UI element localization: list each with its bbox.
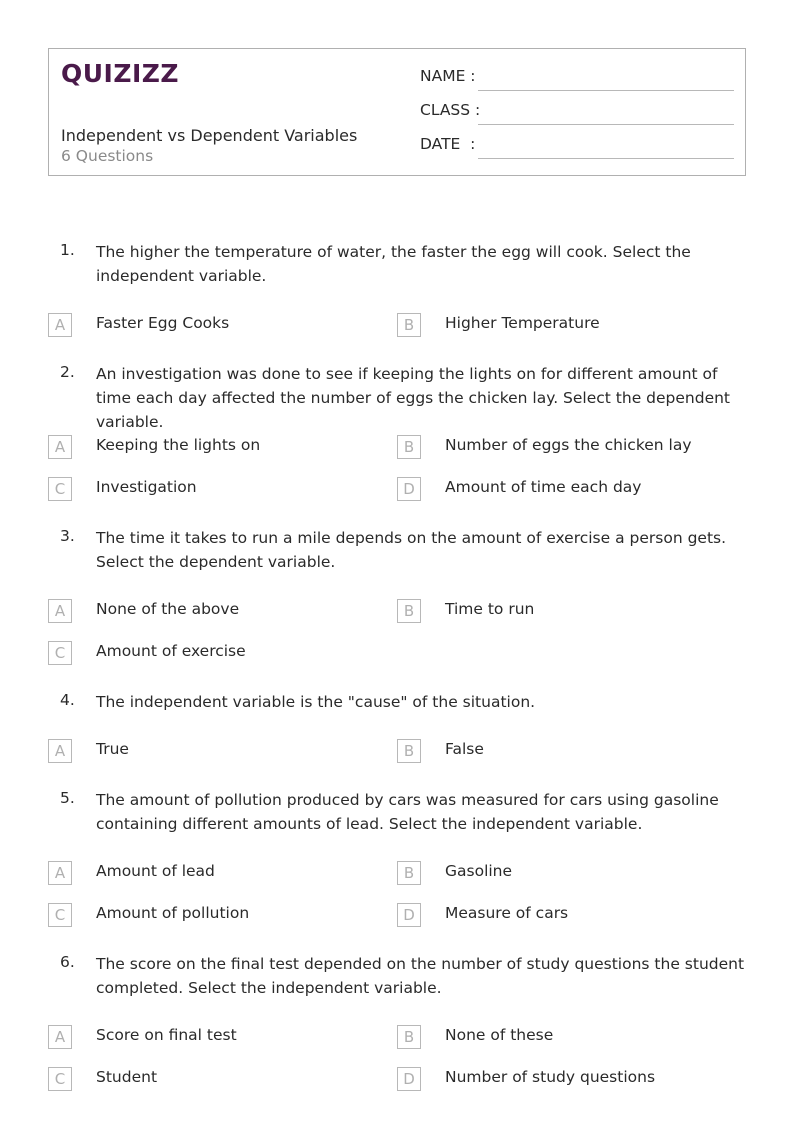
option-letter-box: D <box>397 903 421 927</box>
option-letter-box: C <box>48 903 72 927</box>
question-4-text: The independent variable is the "cause" of the situation. <box>96 693 536 711</box>
option-letter-box: D <box>397 477 421 501</box>
class-line <box>478 124 734 125</box>
option-letter-box: C <box>48 641 72 665</box>
question-3-number: 3. <box>60 527 75 545</box>
option-text: None of the above <box>96 600 240 618</box>
option-letter-box: B <box>397 313 421 337</box>
option-letter-box: B <box>397 435 421 459</box>
question-4-number: 4. <box>60 691 75 709</box>
question-5-number: 5. <box>60 789 75 807</box>
quizizz-logo: QUIZIZZ <box>61 59 180 88</box>
option-text: None of these <box>445 1026 554 1044</box>
option-text: Keeping the lights on <box>96 436 261 454</box>
option-letter-box: A <box>48 435 72 459</box>
option-text: Measure of cars <box>445 904 569 922</box>
option-letter-box: A <box>48 313 72 337</box>
option-letter-box: B <box>397 861 421 885</box>
class-label: CLASS : <box>420 101 481 119</box>
option-text: Number of study questions <box>445 1068 656 1086</box>
question-6-number: 6. <box>60 953 75 971</box>
question-5-text: The amount of pollution produced by cars was measured for cars using gasoline containing different amounts of lead. Select the independent variable. <box>96 791 719 833</box>
date-label: DATE : <box>420 135 476 153</box>
option-text: Amount of lead <box>96 862 215 880</box>
option-text: False <box>445 740 484 758</box>
name-line <box>478 90 734 91</box>
name-field[interactable] <box>420 67 734 91</box>
option-letter-box: D <box>397 1067 421 1091</box>
option-text: Student <box>96 1068 158 1086</box>
option-letter-box: B <box>397 599 421 623</box>
question-2-number: 2. <box>60 363 75 381</box>
question-1-text: The higher the temperature of water, the faster the egg will cook. Select the independent variable. <box>96 243 691 285</box>
option-text: Amount of pollution <box>96 904 250 922</box>
option-letter-box: B <box>397 739 421 763</box>
name-label: NAME : <box>420 67 476 85</box>
option-text: Investigation <box>96 478 197 496</box>
option-text: True <box>96 740 129 758</box>
class-field[interactable] <box>420 101 734 125</box>
option-letter-box: A <box>48 599 72 623</box>
date-field[interactable] <box>420 135 734 159</box>
option-text: Amount of exercise <box>96 642 246 660</box>
option-letter-box: C <box>48 477 72 501</box>
option-text: Higher Temperature <box>445 314 600 332</box>
option-letter-box: B <box>397 1025 421 1049</box>
option-letter-box: C <box>48 1067 72 1091</box>
date-line <box>478 158 734 159</box>
question-1-number: 1. <box>60 241 75 259</box>
question-3-text: The time it takes to run a mile depends on the amount of exercise a person gets. Select the dependent variable. <box>96 529 727 571</box>
option-text: Number of eggs the chicken lay <box>445 436 692 454</box>
option-letter-box: A <box>48 861 72 885</box>
question-2-text: An investigation was done to see if keeping the lights on for different amount of time each day affected the number of eggs the chicken lay. Select the dependent variable. <box>96 365 731 431</box>
option-text: Time to run <box>445 600 535 618</box>
option-text: Faster Egg Cooks <box>96 314 230 332</box>
question-6-text: The score on the final test depended on the number of study questions the student completed. Select the independent variable. <box>96 955 745 997</box>
option-text: Amount of time each day <box>445 478 642 496</box>
option-text: Score on final test <box>96 1026 237 1044</box>
option-letter-box: A <box>48 1025 72 1049</box>
option-text: Gasoline <box>445 862 513 880</box>
option-letter-box: A <box>48 739 72 763</box>
question-count: 6 Questions <box>61 147 154 165</box>
worksheet-header <box>48 48 746 176</box>
worksheet-title: Independent vs Dependent Variables <box>61 126 358 145</box>
